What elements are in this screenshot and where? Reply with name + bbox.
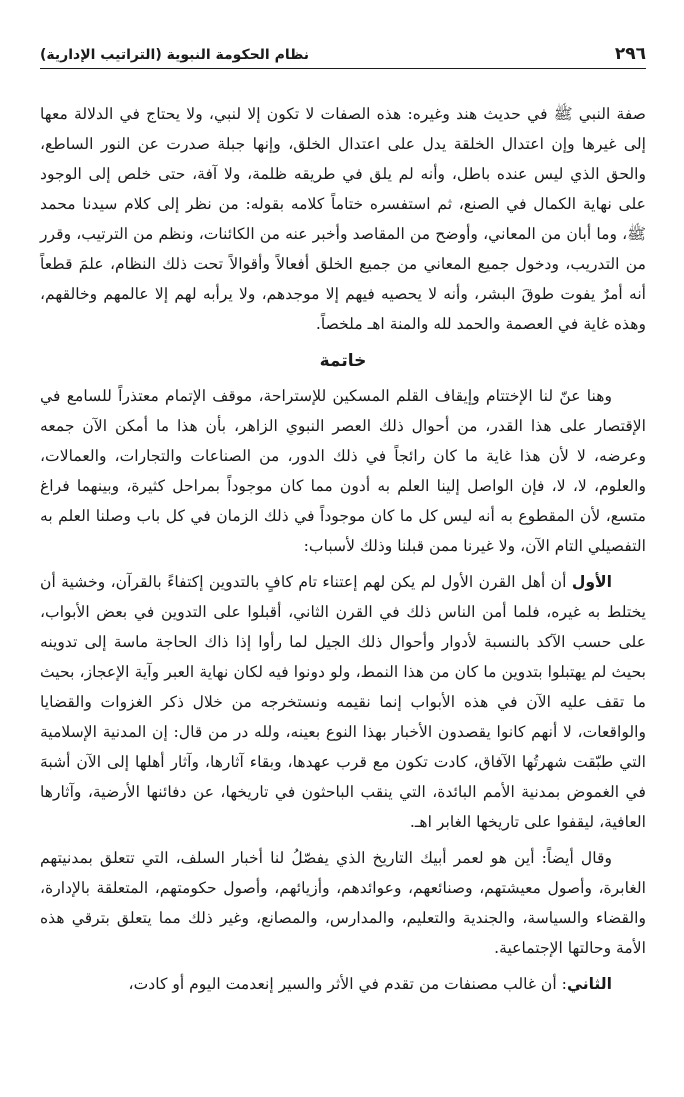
page-header bbox=[40, 44, 646, 69]
paragraph: وهنا عنّ لنا الإختتام وإيقاف القلم المسكين للإستراحة، موقف الإتمام معتذراً للسامع في الإقتصار على هذا القدر، من أحوال ذلك العصر النبوي الزاهر، بأن هذا ما أمكن الآن جمعه وعرضه، لا لأن هذا غاية ما كان رائجاً في ذلك الدور، من الصناعات والتجارات، والعمالات، والعلوم، لا، لا، فإن الواصل إلينا العلم به أدون مما كان موجوداً بمراحل كثيرة، وبينهما فراغ متسع، لأن المقطوع به أنه ليس كل ما كان موجوداً في ذلك الزمان في كل باب وصلنا العلم به التفصيلي التام الآن، ولا غيرنا ممن قبلنا وذلك لأسباب: bbox=[40, 387, 646, 555]
section-heading: خاتمة bbox=[319, 351, 367, 371]
paragraph bbox=[40, 567, 646, 837]
paragraph-lead: الثاني bbox=[566, 975, 612, 993]
paragraph-text: أن غالب مصنفات من تقدم في الأثر والسير إنعدمت اليوم أو كادت، bbox=[128, 975, 557, 993]
paragraph: وقال أيضاً: أين هو لعمر أبيك التاريخ الذي يفصّلُ لنا أخبار السلف، التي تتعلق بمدنيتهم الغابرة، وأصول معيشتهم، وصنائعهم، وعوائدهم، وأزيائهم، وأصول حكومتهم، المتعلقة بالإدارة، والقضاء والسياسة، والجندية والتعليم، والمدارس، والمصانع، وغير ذلك مما يتعلق بترقي هذه الأمة وحالتها الإجتماعية. bbox=[40, 849, 646, 957]
paragraph: صفة النبي ﷺ في حديث هند وغيره: هذه الصفات لا تكون إلا لنبي، ولا يحتاج في الدلالة معها إلى غيرها وإن اعتدال الخلقة يدل على اعتدال الخلق، وإنها جبلة صدرت عن النور الساطع، والحق الذي ليس عنده باطل، وأنه لم يلق في طريقه ظلمة، ولا آفة، حتى خلص إلى الوجود على نهاية الكمال في الصنع، ثم استفسره ختاماً كلامه بقوله: من نظر إلى كلام سيدنا محمد ﷺ، وما أبان من المعاني، وأوضح من المقاصد وأخبر عنه من الكائنات، ونظم من الترتيب، وقرر من التدريب، ودخول جميع المعاني من جميع الخلق أفعالاً وأقوالاً تحت ذلك النظام، علمَ قطعاً أنه أمرٌ يفوت طوقَ البشر، وأنه لا يحصيه فيهم إلا موجدهم، ولا يرأبه لهم إلا عالمهم وخالقهم، وهذه غاية في العصمة والحمد لله والمنة اهـ ملخصاً. bbox=[40, 105, 646, 333]
paragraph: الثاني: أن غالب مصنفات من تقدم في الأثر والسير إنعدمت اليوم أو كادت، bbox=[128, 975, 612, 993]
paragraph-text: أن أهل القرن الأول لم يكن لهم إعتناء تام كافٍ بالتدوين إكتفاءً بالقرآن، وخشية أن يختلط به غيره، فلما أمن الناس ذلك في القرن الثاني، أقبلوا على التدوين في بعض الأبواب، على حسب الآكد بالنسبة لأدوار وأحوال ذلك الجيل لما رأوا إذا ذاك الحاجة ماسة إلى تدوينه بحيث لم يهتبلوا بتدوين ما كان من هذا النمط، ولو دونوا فيه لكان نهاية العبر وآية الإعجاز، بحيث ما تقف عليه الآن في هذه الأبواب إنما نقيمه ونستخرجه من خلال ذكر الغزوات والقضايا والواقعات، لا أنهم كانوا يقصدون الأخبار بهذا النوع بعينه، ولله در من قال: إن المدنية الإسلامية التي طبّقت شهرتُها الآفاق، كادت تكون مع قرب عهدها، وبقاء آثارها، وآثار أهلها إلى الآن أشبهَ في الغموض بمدنية الأمم البائدة، التي ينقب الباحثون في تاريخها، عن دفائنها الأرضية، وآثارها العافية، ليقفوا على تاريخها الغابر اهـ. bbox=[40, 573, 646, 831]
page-number: ٢٩٦ bbox=[614, 44, 646, 64]
page-body bbox=[40, 99, 646, 999]
running-title: نظام الحكومة النبوية (التراتيب الإدارية) bbox=[40, 47, 310, 63]
paragraph-lead: الأول bbox=[571, 573, 612, 591]
